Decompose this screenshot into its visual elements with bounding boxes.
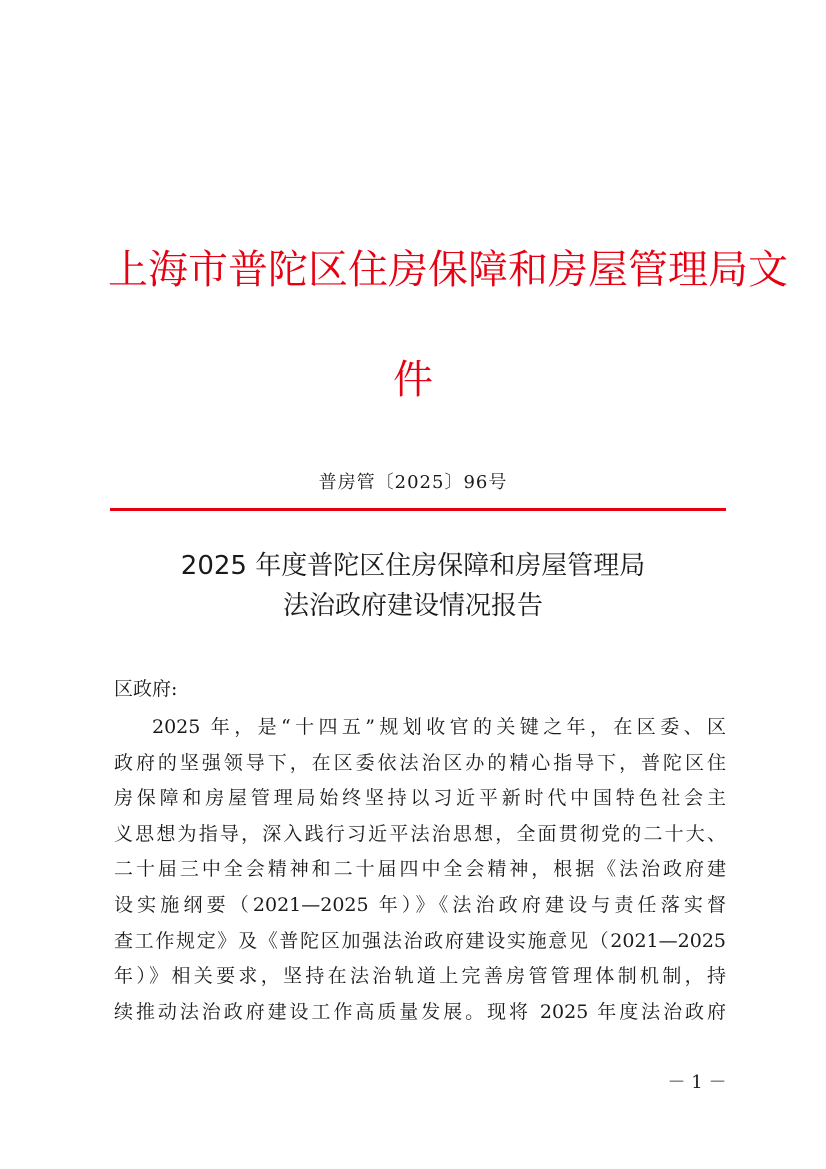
paragraph-line: 设实施纲要（2021—2025 年）》《法治政府建设与责任落实督: [114, 893, 726, 916]
report-title: 2025 年度普陀区住房保障和房屋管理局: [180, 551, 646, 581]
salutation: 区政府:: [114, 678, 178, 700]
page-number: － 1 －: [667, 1072, 727, 1093]
issuing-authority-title: 上海市普陀区住房保障和房屋管理局文: [108, 247, 788, 293]
paragraph-line: 义思想为指导，深入践行习近平法治思想，全面贯彻党的二十大、: [114, 822, 726, 845]
document-number: 普房管〔2025〕96号: [318, 472, 508, 493]
paragraph-line: 二十届三中全会精神和二十届四中全会精神，根据《法治政府建: [114, 858, 726, 881]
issuing-authority-title-continued: 件: [393, 357, 433, 403]
report-subtitle: 法治政府建设情况报告: [282, 591, 543, 621]
paragraph-line: 房保障和房屋管理局始终坚持以习近平新时代中国特色社会主: [114, 787, 726, 810]
paragraph-line: 续推动法治政府建设工作高质量发展。现将 2025 年度法治政府: [114, 1000, 726, 1023]
paragraph-line: 2025 年，是“十四五”规划收官的关键之年，在区委、区: [152, 716, 726, 738]
paragraph-line: 查工作规定》及《普陀区加强法治政府建设实施意见（2021—2025: [114, 929, 726, 952]
body-paragraph: [114, 710, 726, 1030]
red-separator-rule: [110, 508, 726, 511]
paragraph-line: 年）》相关要求，坚持在法治轨道上完善房管管理体制机制，持: [114, 965, 726, 988]
paragraph-line: 政府的坚强领导下，在区委依法治区办的精心指导下，普陀区住: [114, 751, 726, 774]
